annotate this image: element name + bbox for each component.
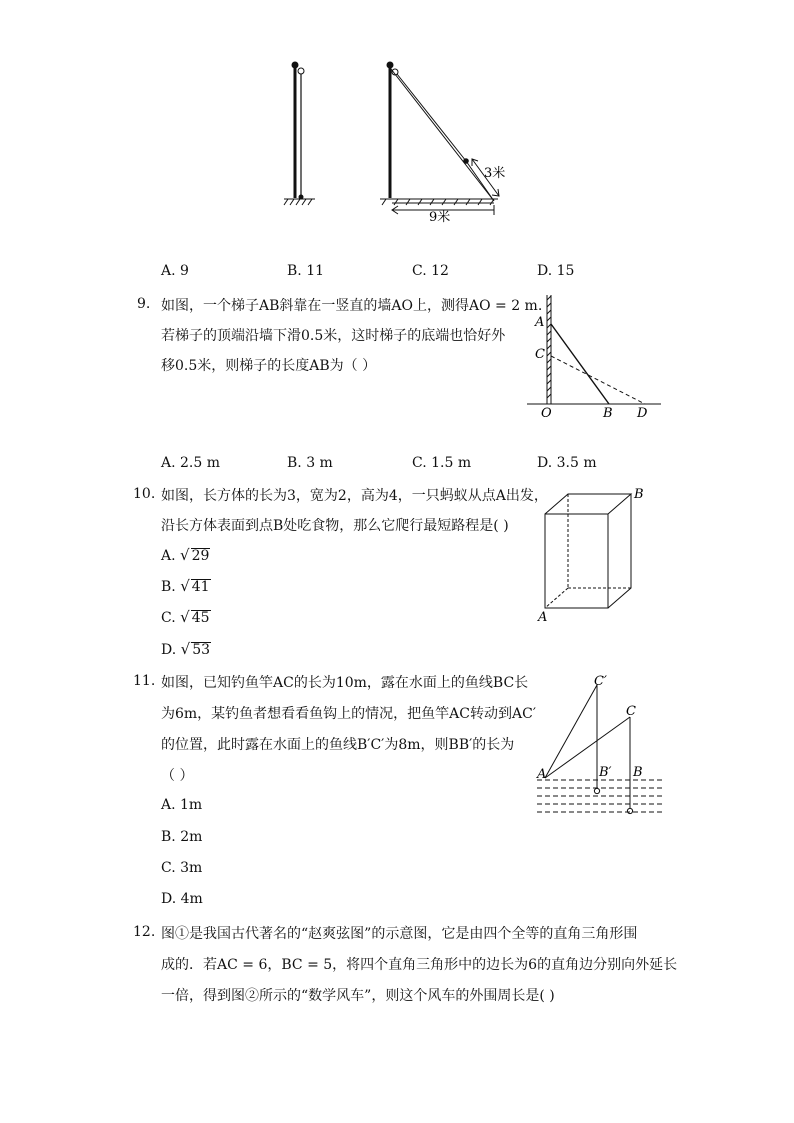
q8-option-b: B. 11 (287, 263, 325, 279)
q10-option-a-letter: A. (161, 548, 176, 564)
q11-option-c: C. 3m (161, 860, 203, 876)
q11-label-c: C (626, 704, 636, 719)
q9-ladder-ab (551, 324, 609, 404)
q9-line-1: 如图，一个梯子AB斜靠在一竖直的墙AO上，测得AO = 2 m. (161, 298, 543, 314)
q8-ground-right (380, 199, 498, 205)
q11-figure (533, 670, 668, 820)
radical-sign-icon: √ (180, 546, 190, 564)
q10-option-c (161, 608, 211, 626)
q10-label-b: B (634, 487, 644, 502)
q9-number: 9. (137, 296, 151, 312)
q9-option-a: A. 2.5 m (161, 455, 221, 471)
q9-label-a: A (535, 315, 545, 330)
q8-pole-right (387, 62, 495, 202)
q8-label-9m: 9米 (429, 210, 451, 225)
q9-label-c: C (535, 347, 545, 362)
q8-option-d: D. 15 (537, 263, 575, 279)
radical-sign-icon: √ (180, 577, 190, 595)
q11-line-1: 如图，已知钓鱼竿AC的长为10m，露在水面上的鱼线BC长 (161, 675, 529, 691)
q11-option-b: B. 2m (161, 829, 203, 845)
q8-pole-left (292, 62, 305, 200)
q9-figure (525, 290, 665, 420)
radical-sign-icon: √ (180, 608, 190, 626)
q9-label-d: D (637, 406, 648, 420)
q12-line-3: 一倍，得到图②所示的“数学风车”，则这个风车的外围周长是( ) (161, 988, 555, 1004)
q9-line-2: 若梯子的顶端沿墙下滑0.5米，这时梯子的底端也恰好外 (161, 328, 506, 344)
q8-option-a: A. 9 (161, 263, 189, 279)
q10-number: 10. (133, 486, 156, 502)
q11-line-3: 的位置，此时露在水面上的鱼线B′C′为8m，则BB′的长为 (161, 737, 515, 753)
q10-label-a: A (538, 610, 548, 625)
q10-option-a-radicand: 29 (191, 548, 210, 564)
q11-line-4: （ ） (161, 768, 194, 784)
radical-sign-icon: √ (180, 640, 191, 658)
q8-label-3m: 3米 (484, 166, 506, 181)
q11-label-b: B (633, 765, 643, 780)
q8-option-c: C. 12 (412, 263, 449, 279)
q8-ground-left (284, 199, 315, 205)
q10-cuboid-figure (530, 482, 660, 627)
q11-label-c-prime: C′ (594, 674, 607, 689)
q10-option-d-letter: D. (161, 642, 177, 658)
q10-option-b-letter: B. (161, 579, 176, 595)
q10-option-b (161, 577, 211, 595)
q9-ladder-cd (551, 356, 645, 404)
q10-line-2: 沿长方体表面到点B处吃食物，那么它爬行最短路程是( ) (161, 518, 509, 534)
q11-option-a: A. 1m (161, 797, 203, 813)
q10-option-c-letter: C. (161, 610, 176, 626)
q11-option-d: D. 4m (161, 891, 203, 907)
q11-label-b-prime: B′ (599, 765, 612, 780)
q10-line-1: 如图，长方体的长为3，宽为2，高为4，一只蚂蚁从点A出发， (161, 488, 548, 504)
q10-option-d (161, 640, 211, 658)
q9-wall (547, 295, 551, 404)
q11-number: 11. (133, 673, 156, 689)
q11-line-2: 为6m，某钓鱼者想看看鱼钩上的情况，把鱼竿AC转动到AC′ (161, 706, 537, 722)
q9-option-c: C. 1.5 m (412, 455, 472, 471)
q9-label-o: O (541, 406, 552, 420)
q12-line-1: 图①是我国古代著名的“赵爽弦图”的示意图，它是由四个全等的直角三角形围 (161, 926, 638, 942)
q9-line-3: 移0.5米，则梯子的长度AB为（ ） (161, 358, 377, 374)
q10-option-a (161, 546, 210, 564)
q12-line-2: 成的．若AC = 6，BC = 5，将四个直角三角形中的边长为6的直角边分别向外延长 (161, 957, 678, 973)
q9-option-d: D. 3.5 m (537, 455, 597, 471)
q10-option-b-radicand: 41 (191, 579, 210, 595)
q9-label-b: B (603, 406, 613, 420)
q8-figure (270, 55, 510, 230)
q10-option-d-radicand: 53 (192, 642, 211, 658)
q9-option-b: B. 3 m (287, 455, 333, 471)
q10-option-c-radicand: 45 (191, 610, 210, 626)
q11-label-a: A (537, 767, 547, 782)
q12-number: 12. (133, 924, 156, 940)
